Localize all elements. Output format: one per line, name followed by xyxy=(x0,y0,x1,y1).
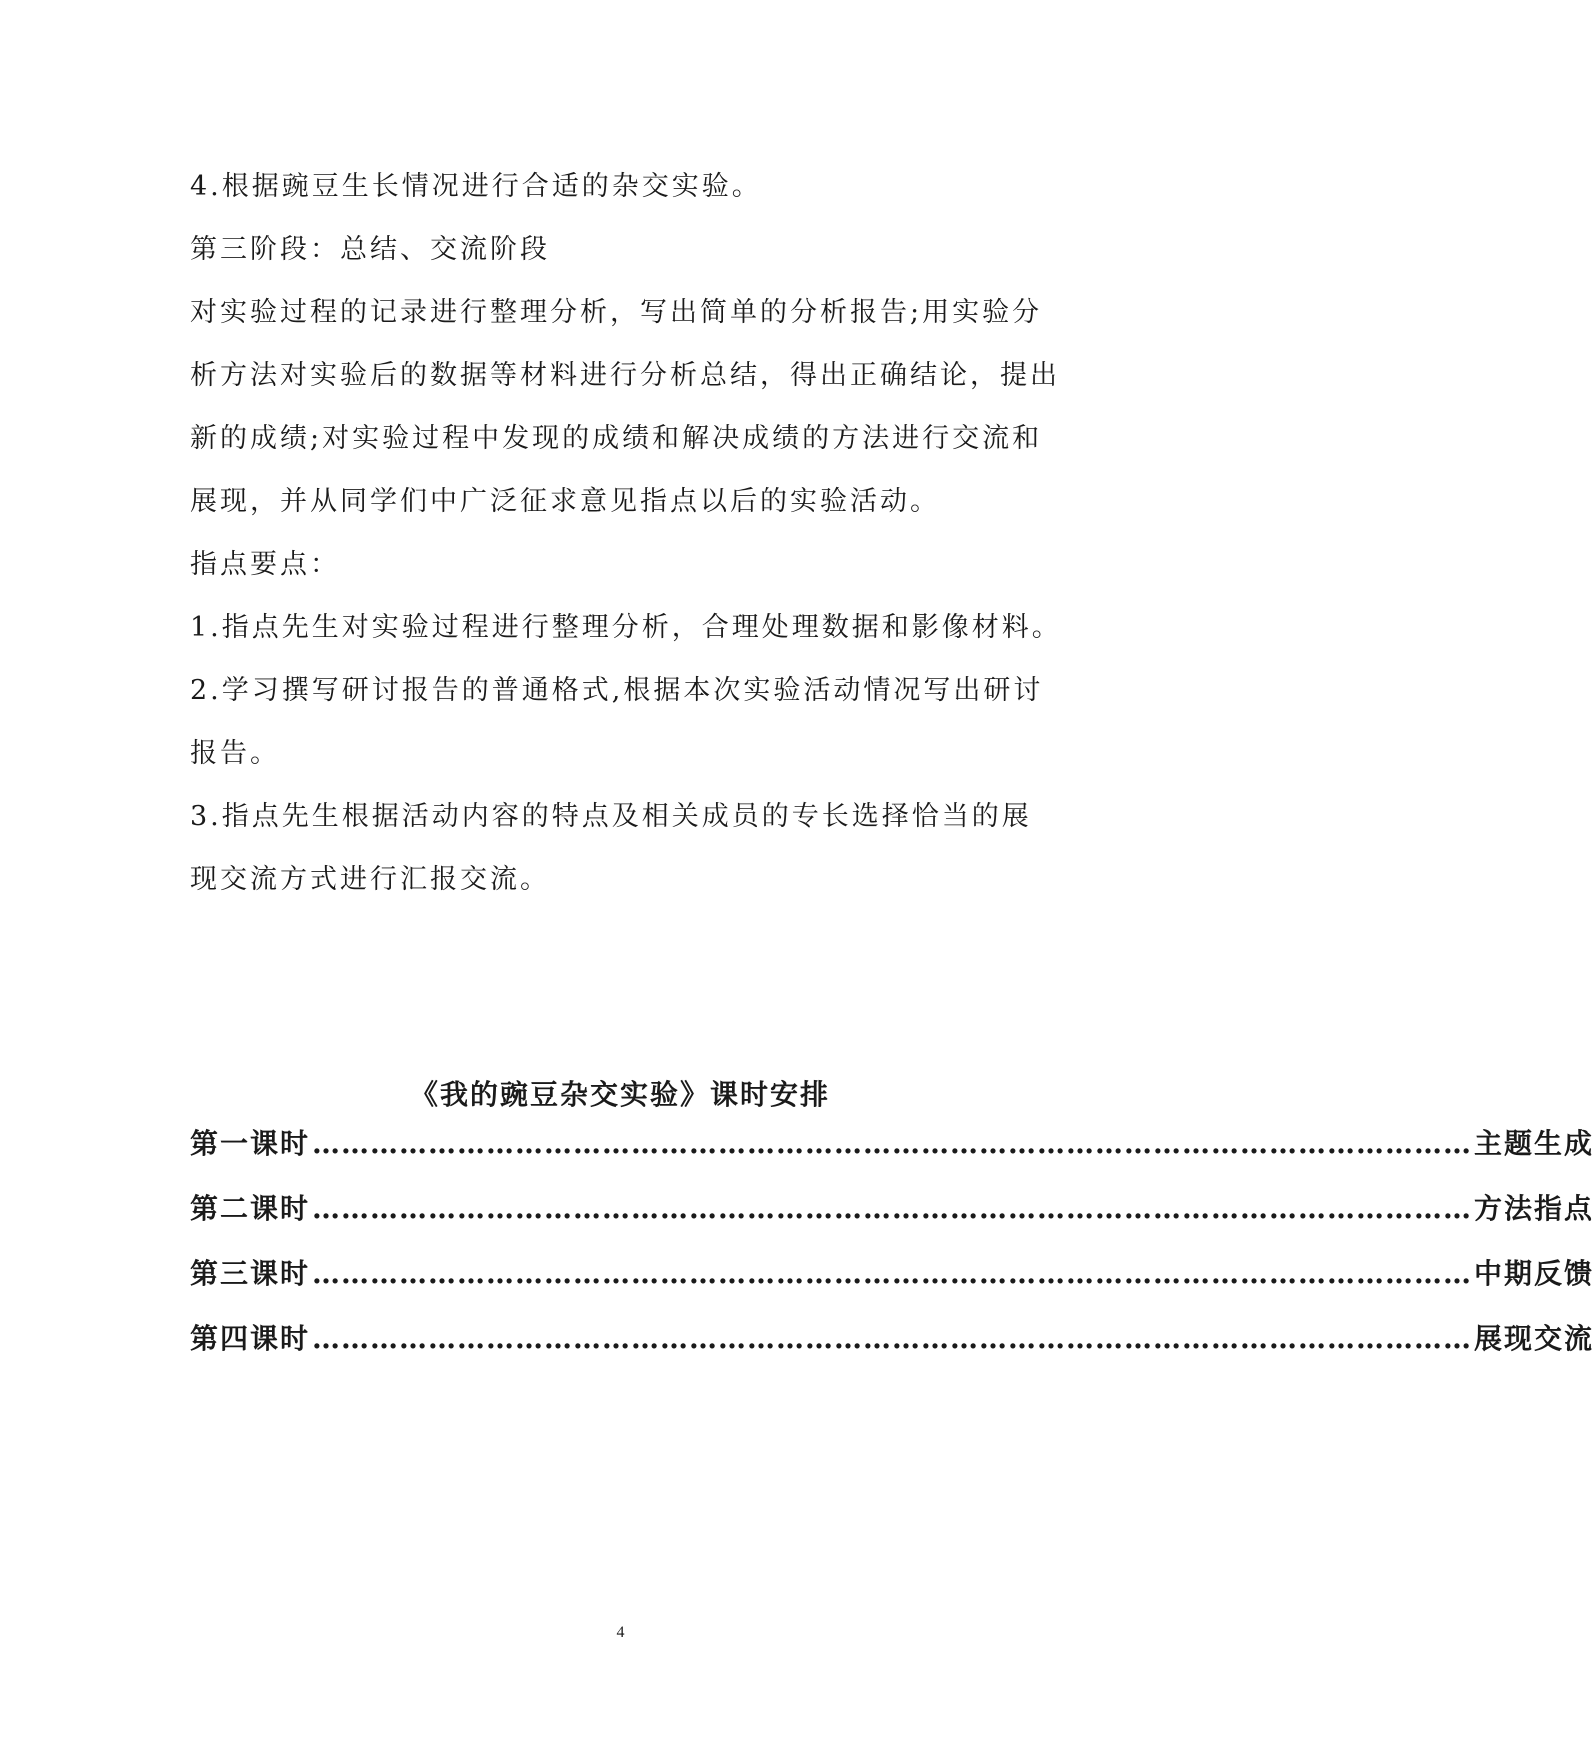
paragraph-line: 新的成绩;对实验过程中发现的成绩和解决成绩的方法进行交流和 xyxy=(190,423,1043,454)
paragraph-line: 析方法对实验后的数据等材料进行分析总结，得出正确结论，提出 xyxy=(190,360,1060,391)
schedule-row xyxy=(190,1187,1594,1252)
schedule-row xyxy=(190,1317,1594,1382)
schedule-list xyxy=(190,1122,1594,1382)
stage-3-heading: 第三阶段：总结、交流阶段 xyxy=(190,234,550,265)
lesson-name: 第二课时 xyxy=(190,1192,311,1225)
paragraph-line: 对实验过程的记录进行整理分析，写出简单的分析报告;用实验分 xyxy=(190,297,1043,328)
leader-dots: ………………………………………………………………………………………………………… xyxy=(312,1322,1473,1355)
lesson-topic: 主题生成 xyxy=(1474,1127,1594,1160)
guidance-item-3: 3.指点先生根据活动内容的特点及相关成员的专长选择恰当的展 xyxy=(190,801,1032,832)
guidance-item-2-cont: 报告。 xyxy=(190,738,280,769)
paragraph-line: 展现，并从同学们中广泛征求意见指点以后的实验活动。 xyxy=(190,486,940,517)
guidance-item-2: 2.学习撰写研讨报告的普通格式,根据本次实验活动情况写出研讨 xyxy=(190,675,1044,706)
step-4-line: 4.根据豌豆生长情况进行合适的杂交实验。 xyxy=(190,171,762,202)
leader-dots: ………………………………………………………………………………………………………… xyxy=(312,1192,1473,1225)
lesson-name: 第四课时 xyxy=(190,1322,311,1355)
lesson-topic: 方法指点 xyxy=(1474,1192,1594,1225)
leader-dots: ………………………………………………………………………………………………………… xyxy=(312,1127,1473,1160)
body-text xyxy=(190,155,1070,911)
schedule-row xyxy=(190,1252,1594,1317)
lesson-name: 第三课时 xyxy=(190,1257,311,1290)
lesson-topic: 展现交流 xyxy=(1474,1322,1594,1355)
schedule-row xyxy=(190,1122,1594,1187)
lesson-name: 第一课时 xyxy=(190,1127,311,1160)
guidance-heading: 指点要点： xyxy=(190,549,340,580)
guidance-item-3-cont: 现交流方式进行汇报交流。 xyxy=(190,864,550,895)
schedule-title: 《我的豌豆杂交实验》课时安排 xyxy=(409,1078,830,1111)
page-number: 4 xyxy=(616,1624,625,1641)
guidance-item-1: 1.指点先生对实验过程进行整理分析，合理处理数据和影像材料。 xyxy=(190,612,1062,643)
leader-dots: ………………………………………………………………………………………………………… xyxy=(312,1257,1473,1290)
lesson-topic: 中期反馈 xyxy=(1474,1257,1594,1290)
